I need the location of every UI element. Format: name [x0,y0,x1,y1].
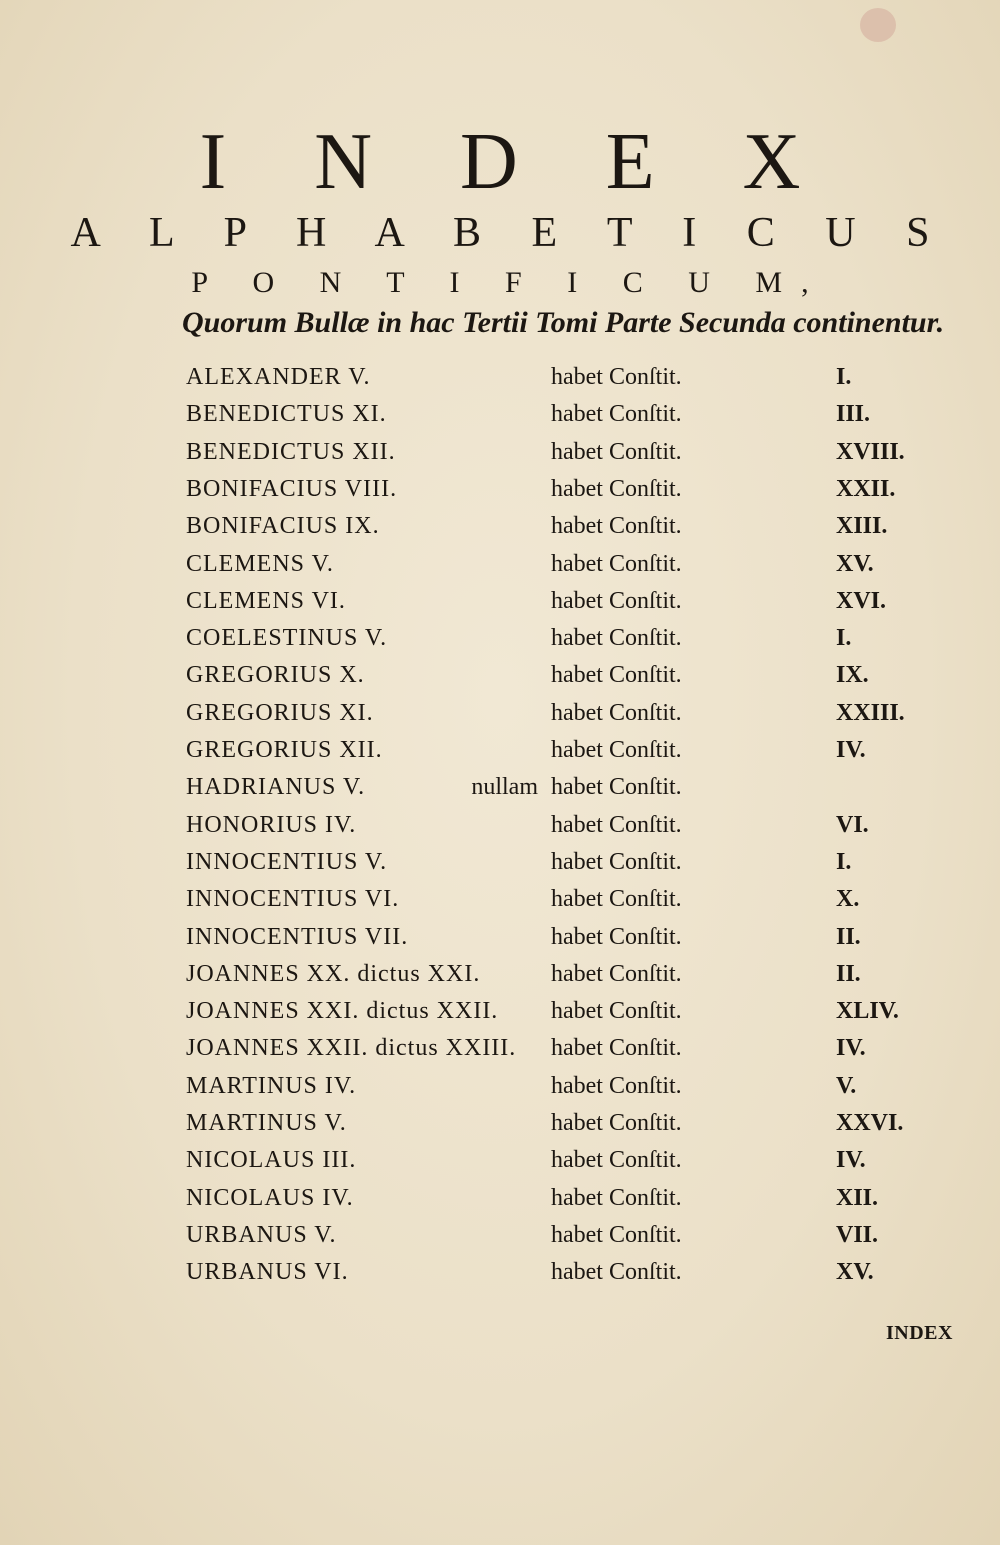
index-entry [0,994,1000,1028]
entry-habet: habet Conſtit. [551,625,682,652]
entry-habet: habet Conſtit. [551,438,682,465]
entry-number: XIII. [836,513,888,540]
entry-name: GREGORIUS XII. [186,737,383,763]
entry-name: URBANUS VI. [186,1259,349,1286]
entry-name: BONIFACIUS VIII. [186,475,398,502]
entry-habet: habet Conſtit. [551,475,682,502]
index-entry [0,1255,1000,1289]
entry-number: XVI. [836,587,887,614]
index-entry [0,547,1000,581]
index-entry [0,1069,1000,1103]
entry-name: BENEDICTUS XI. [186,401,387,428]
entry-habet: habet Conſtit. [551,513,682,540]
index-entry [0,1143,1000,1177]
entry-name: MARTINUS V. [186,1110,347,1136]
entry-number: VI. [836,811,869,838]
index-entry [0,882,1000,916]
entry-number: III. [836,401,871,428]
entry-habet: habet Conſtit. [551,886,682,913]
entry-number: XXIII. [836,699,905,726]
entry-note: nullam [471,774,538,801]
entry-number: IV. [836,737,866,763]
entry-name: BENEDICTUS XII. [186,438,396,465]
entry-name: GREGORIUS XI. [186,699,374,726]
index-entry [0,957,1000,991]
entry-name: URBANUS V. [186,1221,337,1248]
index-subtitle-pontificum: P O N T I F I C U M, [191,266,828,299]
index-subtitle: A L P H A B E T I C U S [70,210,950,256]
index-entry [0,509,1000,543]
index-entry [0,472,1000,506]
entry-name: NICOLAUS III. [186,1147,357,1174]
entry-habet: habet Conſtit. [551,960,682,987]
index-entry [0,360,1000,394]
entry-number: IV. [836,1035,866,1062]
entry-number: IV. [836,1147,866,1174]
entry-number: IX. [836,662,869,689]
entry-number: XV. [836,550,874,577]
entry-name: MARTINUS IV. [186,1072,357,1099]
entry-habet: habet Conſtit. [551,550,682,577]
entry-habet: habet Conſtit. [551,1259,682,1286]
entry-number: I. [836,848,852,875]
entry-number: II. [836,960,861,987]
entry-habet: habet Conſtit. [551,587,682,614]
entry-name: CLEMENS V. [186,550,334,577]
entry-name: HONORIUS IV. [186,811,357,838]
entry-number: XXII. [836,475,896,502]
entry-number: XV. [836,1259,874,1286]
entry-number: XII. [836,1184,879,1211]
entry-number: V. [836,1072,857,1099]
entry-habet: habet Conſtit. [551,1072,682,1099]
index-description: Quorum Bullæ in hac Tertii Tomi Parte Secunda continentur. [182,306,945,339]
index-entry [0,770,1000,804]
index-entry [0,621,1000,655]
index-entry [0,733,1000,767]
entry-number: II. [836,923,861,950]
entry-name: CLEMENS VI. [186,587,346,614]
index-entry [0,1181,1000,1215]
entry-name: INNOCENTIUS V. [186,848,388,875]
entry-habet: habet Conſtit. [551,923,682,950]
entry-number: I. [836,364,852,390]
entry-name: JOANNES XXII. dictus XXIII. [186,1035,517,1062]
entry-habet: habet Conſtit. [551,1035,682,1062]
entry-number: XLIV. [836,998,899,1025]
entry-name: INNOCENTIUS VII. [186,923,409,950]
entry-habet: habet Conſtit. [551,1110,682,1136]
entry-habet: habet Conſtit. [551,737,682,763]
entry-name: GREGORIUS X. [186,662,365,689]
catchword: INDEX [886,1322,953,1344]
entry-name: NICOLAUS IV. [186,1184,354,1211]
index-entry [0,658,1000,692]
entry-number: XXVI. [836,1110,904,1136]
index-entry [0,920,1000,954]
index-entry [0,1106,1000,1140]
index-entry [0,1218,1000,1252]
paper-stain [860,8,896,42]
index-entry [0,845,1000,879]
entry-number: XVIII. [836,438,905,465]
index-entry [0,696,1000,730]
entry-number: I. [836,625,852,652]
entry-habet: habet Conſtit. [551,364,682,390]
entry-habet: habet Conſtit. [551,401,682,428]
entry-number: X. [836,886,860,913]
entry-name: INNOCENTIUS VI. [186,886,400,913]
entry-habet: habet Conſtit. [551,699,682,726]
entry-name: JOANNES XX. dictus XXI. [186,960,481,987]
entry-number: VII. [836,1221,879,1248]
entry-name: BONIFACIUS IX. [186,513,380,540]
entry-name: COELESTINUS V. [186,625,388,652]
index-entry [0,435,1000,469]
entry-name: ALEXANDER V. [186,364,371,390]
index-entry [0,808,1000,842]
index-title: I N D E X [199,118,835,206]
entry-habet: habet Conſtit. [551,1221,682,1248]
entry-habet: habet Conſtit. [551,774,682,801]
index-entry [0,1031,1000,1065]
entry-habet: habet Conſtit. [551,662,682,689]
entry-habet: habet Conſtit. [551,848,682,875]
entry-habet: habet Conſtit. [551,998,682,1025]
index-entry [0,584,1000,618]
entry-name: HADRIANUS V. [186,774,366,801]
entry-name: JOANNES XXI. dictus XXII. [186,998,499,1025]
entry-habet: habet Conſtit. [551,811,682,838]
index-entry [0,397,1000,431]
entry-habet: habet Conſtit. [551,1184,682,1211]
entry-habet: habet Conſtit. [551,1147,682,1174]
